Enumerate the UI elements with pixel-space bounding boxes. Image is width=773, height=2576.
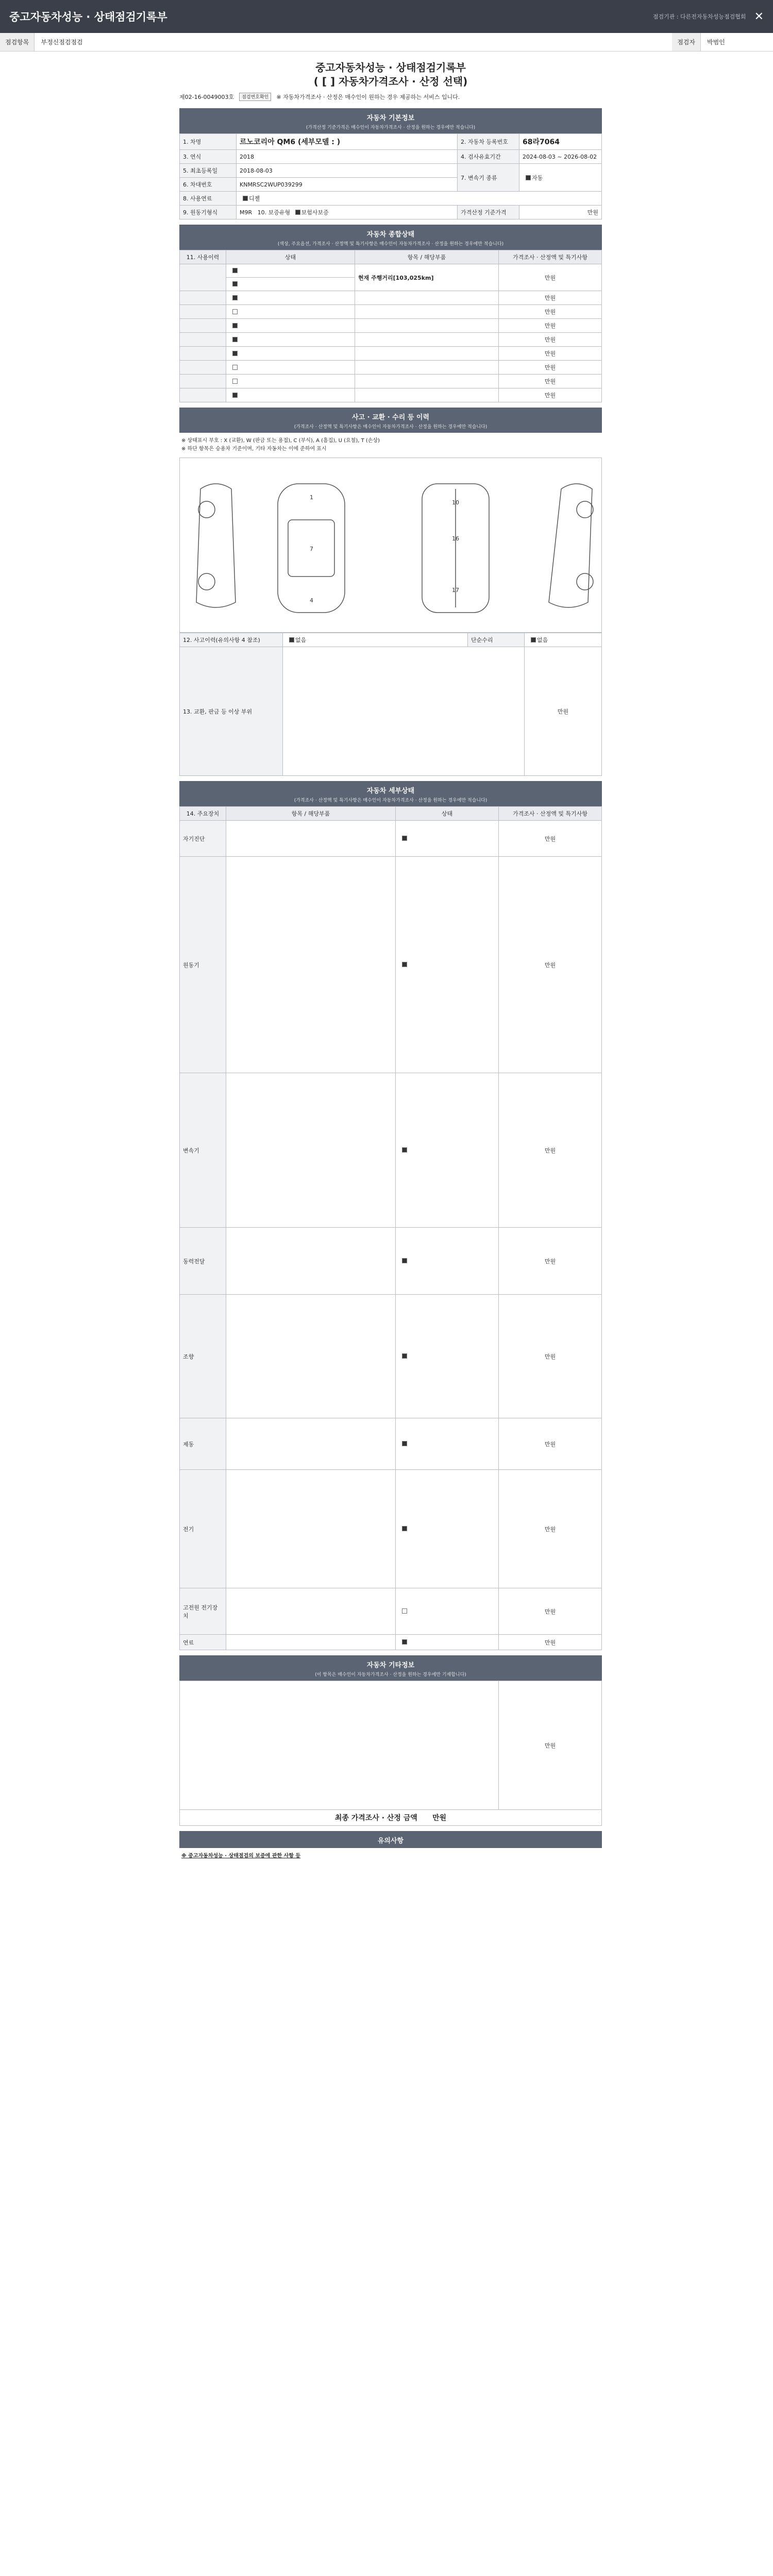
- info-value-1: 부정신점검점검: [41, 39, 83, 46]
- svg-text:16: 16: [452, 535, 459, 542]
- svg-text:10: 10: [452, 499, 459, 506]
- accident-header: 사고 · 교환 · 수리 등 이력 (가격조사 · 산정액 및 특기사항은 매수인이 자동차가격조사 · 산정을 원하는 경우에만 적습니다): [179, 408, 602, 433]
- price-header: 자동차 기타정보 (이 항목은 매수인이 자동차가격조사 · 산정을 원하는 경우에만 기재합니다): [179, 1655, 602, 1681]
- top-bar: [0, 0, 773, 33]
- inspection-form: [179, 61, 602, 2125]
- state-header: 자동차 종합상태 (색상, 주요옵션, 가격조사 · 산정액 및 특기사항은 매수인이 자동차가격조사 · 산정을 원하는 경우에만 적습니다): [179, 225, 602, 250]
- inspector-link[interactable]: 점검기관 : 다른전자동차성능점검협회: [652, 13, 746, 20]
- document-notice: ※ 자동차가격조사 · 산정은 매수인이 원하는 경우 제공하는 서비스 입니다.: [276, 94, 460, 100]
- car-diagram-svg: [180, 458, 601, 632]
- car-diagram: [179, 457, 602, 633]
- verify-button[interactable]: 점검번호확인: [239, 93, 271, 101]
- state-table: 11. 사용이력 상태 항목 / 해당부품 가격조사 · 산정액 및 특기사항 현재 주행거리[103,025km] 만원 만원 만원 만원 만원 만원 만원 만원 만원: [179, 250, 602, 402]
- info-value-2: 박범인: [707, 39, 725, 46]
- accident-legend: ※ 상태표시 부호 : X (교환), W (판금 또는 용접), C (부식), A (흠집), U (요철), T (손상) ※ 하단 항목은 승용차 기준이며, 기타 자동차는 이에 준하여 표시: [181, 438, 380, 452]
- detail-table: 14. 주요장치 항목 / 해당부품 상태 가격조사 · 산정액 및 특기사항 자기진단 만원 원동기 만원 변속기 만원 동력전달 만원 조향 만원 제동 만원 전기 만원 고전원 전기장치 만원 연료 만원: [179, 806, 602, 1650]
- accident-table: 12. 사고이력(유의사항 4 참조) 없음 단순수리 없음 13. 교환, 판금 등 이상 부위 만원: [179, 633, 602, 776]
- svg-text:7: 7: [310, 546, 313, 552]
- info-label-2: 점검자: [672, 33, 701, 51]
- notes-body: ※ 중고자동차성능 · 상태점검의 보증에 관한 사항 등: [181, 1853, 301, 1859]
- detail-header: 자동차 세부상태 (가격조사 · 산정액 및 특기사항은 매수인이 자동차가격조사 · 산정을 원하는 경우에만 적습니다): [179, 781, 602, 806]
- info-label-1: 점검항목: [0, 33, 35, 51]
- document-number: 제02-16-0049003호: [179, 94, 234, 100]
- svg-text:17: 17: [452, 587, 459, 594]
- document-number-row: [179, 93, 602, 101]
- document-title: 중고자동차성능 · 상태점검기록부 ( [ ] 자동차가격조사 · 산정 선택): [313, 61, 468, 88]
- info-bar: [0, 33, 773, 52]
- close-icon[interactable]: ✕: [754, 10, 764, 23]
- price-table: 만원 최종 가격조사 · 산정 금액 만원: [179, 1681, 602, 1826]
- notes-header: 유의사항: [179, 1831, 602, 1848]
- svg-text:1: 1: [310, 494, 313, 501]
- basic-info-header: 자동차 기본정보 (가격산정 기준가격은 매수인이 자동차가격조사 · 산정을 원하는 경우에만 적습니다): [179, 108, 602, 133]
- svg-text:4: 4: [310, 597, 313, 604]
- app-title: 중고자동차성능 · 상태점검기록부: [9, 11, 167, 23]
- basic-info-table: 1. 차명 르노코리아 QM6 (세부모델 : ) 2. 자동차 등록번호 68라7064 3. 연식 2018 4. 검사유효기간 2024-08-03 ~ 2026-08-02 5. 최초등록일 2018-08-03 7. 변속기 종류 자동 6. 차대번호 KNMRSC2WUP039299 8. 사용연료 디젤 9. 원동기형식 M9R 10. 보증유형 보험사보증 가격산정 기준가격 만원: [179, 133, 602, 219]
